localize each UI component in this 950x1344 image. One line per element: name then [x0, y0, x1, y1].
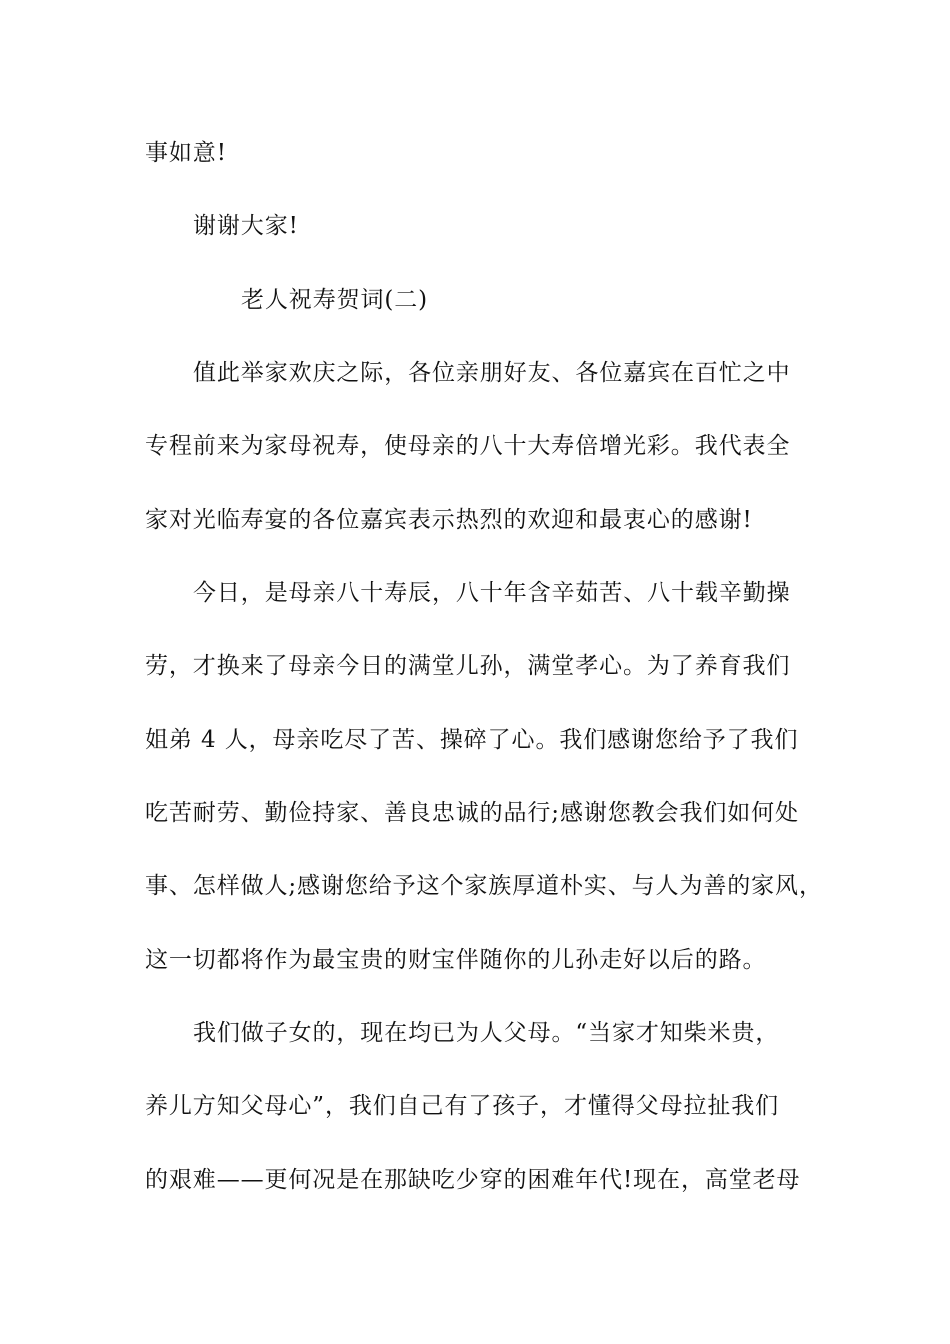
- text-line: 专程前来为家母祝寿，使母亲的八十大寿倍增光彩。我代表全: [145, 433, 791, 459]
- text-line: 值此举家欢庆之际，各位亲朋好友、各位嘉宾在百忙之中: [193, 360, 791, 386]
- section-title: 老人祝寿贺词(二): [241, 287, 429, 313]
- text-line: 谢谢大家!: [193, 213, 299, 239]
- text-line: 的艰难——更何况是在那缺吃少穿的困难年代!现在，高堂老母: [145, 1167, 801, 1193]
- text-line: 吃苦耐劳、勤俭持家、善良忠诚的品行;感谢您教会我们如何处: [145, 800, 799, 826]
- text-line: 养儿方知父母心”，我们自己有了孩子，才懂得父母拉扯我们: [145, 1093, 780, 1119]
- text-line: 姐弟 4 人，母亲吃尽了苦、操碎了心。我们感谢您给予了我们: [145, 727, 799, 753]
- text-line: 事如意!: [145, 140, 227, 166]
- text-line: 事、怎样做人;感谢您给予这个家族厚道朴实、与人为善的家风，: [145, 873, 823, 899]
- text-line: 今日，是母亲八十寿辰，八十年含辛茹苦、八十载辛勤操: [193, 580, 791, 606]
- text-line: 家对光临寿宴的各位嘉宾表示热烈的欢迎和最衷心的感谢!: [145, 507, 753, 533]
- text-line: 这一切都将作为最宝贵的财宝伴随你的儿孙走好以后的路。: [145, 947, 767, 973]
- text-line: 劳，才换来了母亲今日的满堂儿孙，满堂孝心。为了养育我们: [145, 653, 791, 679]
- text-line: 我们做子女的，现在均已为人父母。“当家才知柴米贵，: [193, 1020, 780, 1046]
